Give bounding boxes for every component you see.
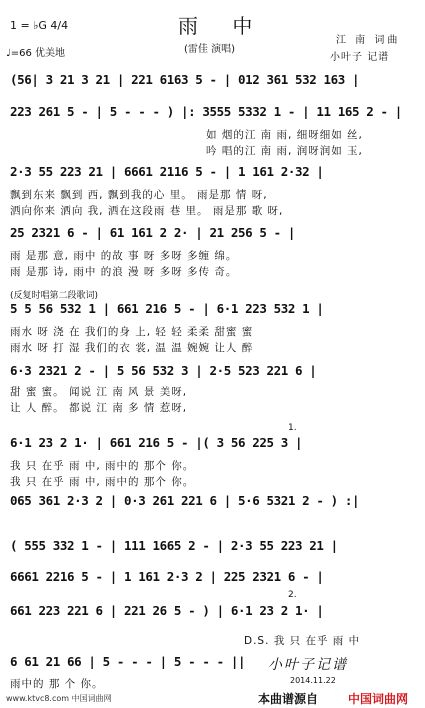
notation-line: 661 223 221 6 | 221 26 5 - ) | 6·1 23 2 1· | [10, 603, 324, 618]
notation-line: 6661 2216 5 - | 1 161 2·3 2 | 225 2321 6 - | [10, 569, 324, 584]
lyric-line: D.S. 我 只 在乎 雨 中 [244, 635, 361, 647]
notation-line: 2·3 55 223 21 | 6661 2116 5 - | 1 161 2·32 | [10, 164, 324, 179]
notation-line: 6 61 21 66 | 5 - - - | 5 - - - || [10, 654, 246, 669]
footer-source: 本曲谱源自 [258, 692, 319, 706]
volta-1: 1. [288, 423, 297, 433]
repeat-note: (反复时唱第二段歌词) [10, 291, 99, 301]
notation-line: 5 5 56 532 1 | 661 216 5 - | 6·1 223 532 1 | [10, 301, 324, 316]
volta-2: 2. [288, 590, 297, 600]
singer: (雷佳 演唱) [184, 44, 235, 55]
lyric-line: 让 人 醉。 都说 江 南 多 情 惹呀, [10, 402, 188, 414]
notation-line: 6·3 2321 2 - | 5 56 532 3 | 2·5 523 221 6 | [10, 363, 317, 378]
footer-site-left[interactable]: www.ktvc8.com 中国词曲网 [6, 694, 112, 703]
lyric-line: 雨中的 那 个 你。 [10, 678, 104, 690]
lyric-line: 吟 唱的江 南 雨, 润呀润如 玉, [206, 145, 363, 157]
lyric-line: 雨水 呀 浇 在 我们的身 上, 轻 轻 柔柔 甜蜜 蜜 [10, 326, 254, 338]
lyric-line: 雨 是那 诗, 雨中 的浪 漫 呀 多呀 多传 奇。 [10, 266, 238, 278]
lyric-line: 雨 是那 意, 雨中 的故 事 呀 多呀 多缠 绵。 [10, 250, 238, 262]
signature-script: 小叶子记谱 [268, 657, 348, 673]
notation-line: (56| 3 21 3 21 | 221 6163 5 - | 012 361 532 163 | [10, 72, 360, 87]
lyric-line: 我 只 在乎 雨 中, 雨中的 那个 你。 [10, 476, 195, 488]
page-title: 雨 中 [178, 14, 267, 38]
lyric-line: 飘到东来 飘到 西, 飘到我的心 里。 雨是那 情 呀, [10, 189, 268, 201]
signature-date: 2014.11.22 [290, 676, 336, 685]
lyric-line: 洒向你来 洒向 我, 洒在这段雨 巷 里。 雨是那 歌 呀, [10, 205, 284, 217]
key-signature: 1 = ♭G 4/4 [10, 19, 69, 32]
tempo-marking: ♩=66 优美地 [6, 48, 65, 59]
notation-line: ( 555 332 1 - | 111 1665 2 - | 2·3 55 223 21 | [10, 538, 338, 553]
lyric-line: 甜 蜜 蜜。 闻说 江 南 风 景 美呀, [10, 386, 188, 398]
arranger-credit: 小叶子 记谱 [330, 52, 390, 63]
notation-line: 6·1 23 2 1· | 661 216 5 - |( 3 56 225 3 | [10, 435, 303, 450]
notation-line: 223 261 5 - | 5 - - - ) |: 3555 5332 1 - | 11 165 2 - | [10, 104, 402, 119]
lyric-line: 如 烟的江 南 雨, 细呀细如 丝, [206, 129, 363, 141]
notation-line: 25 2321 6 - | 61 161 2 2· | 21 256 5 - | [10, 225, 296, 240]
lyricist-credit: 江 南 词曲 [336, 35, 401, 46]
lyric-line: 雨水 呀 打 湿 我们的衣 裳, 温 温 婉婉 让人 醉 [10, 342, 254, 354]
notation-line: 065 361 2·3 2 | 0·3 261 221 6 | 5·6 5321 2 - ) :| [10, 493, 360, 508]
lyric-line: 我 只 在乎 雨 中, 雨中的 那个 你。 [10, 460, 195, 472]
footer-site-right[interactable]: 中国词曲网 [348, 692, 409, 706]
